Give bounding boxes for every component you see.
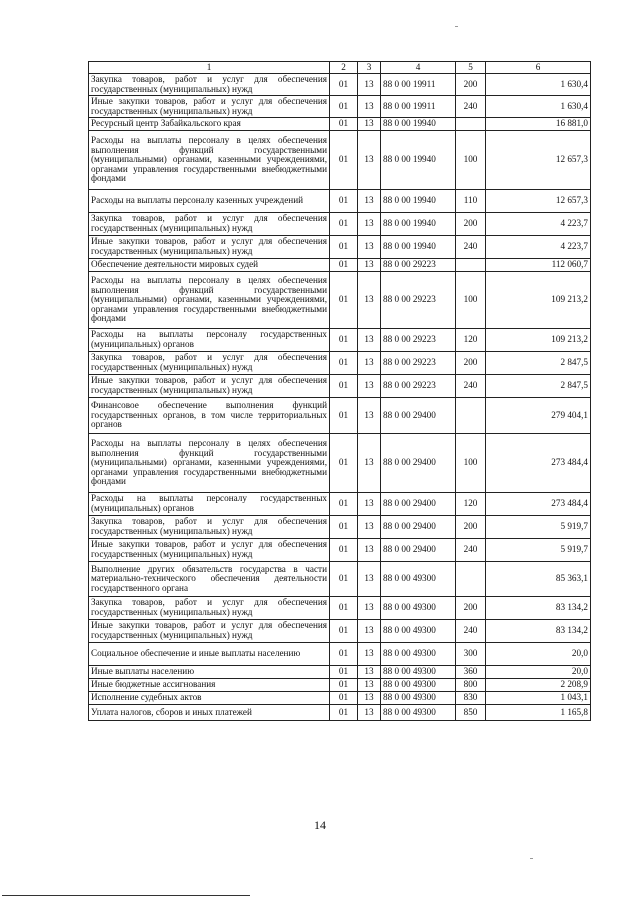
- table-row: [89, 493, 591, 516]
- row-section-cell: 01: [330, 352, 358, 375]
- row-target-article-cell: 88 0 00 49300: [381, 620, 456, 643]
- row-expense-type-cell: 200: [456, 597, 486, 620]
- row-subsection-cell: 13: [358, 118, 381, 131]
- row-section-cell: 01: [330, 597, 358, 620]
- row-target-article-cell: 88 0 00 29400: [381, 493, 456, 516]
- row-amount-cell: 83 134,2: [486, 620, 591, 643]
- row-expense-type-cell: 830: [456, 692, 486, 705]
- row-subsection-cell: 13: [358, 692, 381, 705]
- row-subsection-cell: 13: [358, 74, 381, 96]
- row-expense-type-cell: 360: [456, 666, 486, 679]
- row-section-cell: 01: [330, 562, 358, 597]
- row-target-article-cell: 88 0 00 49300: [381, 597, 456, 620]
- row-amount-cell: 20,0: [486, 666, 591, 679]
- table-row: [89, 352, 591, 375]
- row-amount-cell: 4 223,7: [486, 236, 591, 259]
- row-section-cell: 01: [330, 398, 358, 434]
- row-expense-type-cell: 800: [456, 679, 486, 692]
- col-header-name: 1: [89, 62, 330, 74]
- table-row: [89, 597, 591, 620]
- row-expense-type-cell: 200: [456, 352, 486, 375]
- row-target-article-cell: 88 0 00 49300: [381, 562, 456, 597]
- row-name-cell: Закупка товаров, работ и услуг для обеспечения государственных (муниципальных) нужд: [89, 597, 330, 620]
- row-subsection-cell: 13: [358, 666, 381, 679]
- row-amount-cell: 273 484,4: [486, 493, 591, 516]
- table-row: [89, 74, 591, 96]
- row-target-article-cell: 88 0 00 49300: [381, 666, 456, 679]
- table-row: [89, 434, 591, 493]
- row-name-cell: Расходы на выплаты персоналу в целях обеспечения выполнения функций государственными (муниципальными) органами, казенными учреждениями, органами управления государственными внебюджетными фондами: [89, 434, 330, 493]
- table-row: [89, 96, 591, 118]
- row-section-cell: 01: [330, 190, 358, 213]
- row-expense-type-cell: 200: [456, 74, 486, 96]
- row-target-article-cell: 88 0 00 29400: [381, 434, 456, 493]
- row-section-cell: 01: [330, 236, 358, 259]
- col-header-target-article: 4: [381, 62, 456, 74]
- row-expense-type-cell: 200: [456, 213, 486, 236]
- row-subsection-cell: 13: [358, 679, 381, 692]
- row-name-cell: Социальное обеспечение и иные выплаты населению: [89, 643, 330, 666]
- table-body: [89, 74, 591, 721]
- row-expense-type-cell: 240: [456, 236, 486, 259]
- page-number: 14: [314, 818, 326, 832]
- row-expense-type-cell: 850: [456, 705, 486, 721]
- row-name-cell: Закупка товаров, работ и услуг для обеспечения государственных (муниципальных) нужд: [89, 516, 330, 539]
- row-name-cell: Ресурсный центр Забайкальского края: [89, 118, 330, 131]
- row-amount-cell: 1 165,8: [486, 705, 591, 721]
- row-target-article-cell: 88 0 00 19911: [381, 96, 456, 118]
- row-section-cell: 01: [330, 375, 358, 398]
- table-row: [89, 213, 591, 236]
- col-header-expense-type: 5: [456, 62, 486, 74]
- table-row: [89, 236, 591, 259]
- row-target-article-cell: 88 0 00 29223: [381, 352, 456, 375]
- row-section-cell: 01: [330, 329, 358, 352]
- row-target-article-cell: 88 0 00 19940: [381, 236, 456, 259]
- row-section-cell: 01: [330, 493, 358, 516]
- row-section-cell: 01: [330, 692, 358, 705]
- row-amount-cell: 109 213,2: [486, 329, 591, 352]
- row-amount-cell: 2 847,5: [486, 375, 591, 398]
- row-name-cell: Закупка товаров, работ и услуг для обеспечения государственных (муниципальных) нужд: [89, 213, 330, 236]
- row-section-cell: 01: [330, 666, 358, 679]
- row-target-article-cell: 88 0 00 49300: [381, 679, 456, 692]
- row-subsection-cell: 13: [358, 259, 381, 272]
- row-target-article-cell: 88 0 00 19940: [381, 213, 456, 236]
- row-subsection-cell: 13: [358, 272, 381, 329]
- row-name-cell: Расходы на выплаты персоналу государственных (муниципальных) органов: [89, 329, 330, 352]
- row-amount-cell: 112 060,7: [486, 259, 591, 272]
- row-target-article-cell: 88 0 00 29223: [381, 259, 456, 272]
- row-expense-type-cell: [456, 259, 486, 272]
- row-subsection-cell: 13: [358, 352, 381, 375]
- row-target-article-cell: 88 0 00 19940: [381, 131, 456, 190]
- row-expense-type-cell: 240: [456, 375, 486, 398]
- row-subsection-cell: 13: [358, 620, 381, 643]
- row-target-article-cell: 88 0 00 29223: [381, 329, 456, 352]
- row-expense-type-cell: 240: [456, 620, 486, 643]
- row-section-cell: 01: [330, 539, 358, 562]
- row-amount-cell: 85 363,1: [486, 562, 591, 597]
- row-subsection-cell: 13: [358, 597, 381, 620]
- table-row: [89, 643, 591, 666]
- table-row: [89, 190, 591, 213]
- row-target-article-cell: 88 0 00 29223: [381, 272, 456, 329]
- row-subsection-cell: 13: [358, 493, 381, 516]
- row-amount-cell: 2 847,5: [486, 352, 591, 375]
- row-target-article-cell: 88 0 00 29400: [381, 398, 456, 434]
- row-name-cell: Уплата налогов, сборов и иных платежей: [89, 705, 330, 721]
- row-subsection-cell: 13: [358, 516, 381, 539]
- row-name-cell: Исполнение судебных актов: [89, 692, 330, 705]
- row-amount-cell: 16 881,0: [486, 118, 591, 131]
- row-amount-cell: 1 630,4: [486, 96, 591, 118]
- row-name-cell: Расходы на выплаты персоналу в целях обеспечения выполнения функций государственными (муниципальными) органами, казенными учреждениями, органами управления государственными внебюджетными фондами: [89, 272, 330, 329]
- row-expense-type-cell: 240: [456, 539, 486, 562]
- table-row: [89, 398, 591, 434]
- row-amount-cell: 20,0: [486, 643, 591, 666]
- table-row: [89, 666, 591, 679]
- row-subsection-cell: 13: [358, 329, 381, 352]
- row-amount-cell: 273 484,4: [486, 434, 591, 493]
- budget-table: [88, 61, 591, 721]
- row-section-cell: 01: [330, 259, 358, 272]
- table-row: [89, 329, 591, 352]
- row-subsection-cell: 13: [358, 375, 381, 398]
- row-name-cell: Иные закупки товаров, работ и услуг для обеспечения государственных (муниципальных) нужд: [89, 375, 330, 398]
- row-section-cell: 01: [330, 679, 358, 692]
- row-amount-cell: 12 657,3: [486, 190, 591, 213]
- row-subsection-cell: 13: [358, 398, 381, 434]
- row-section-cell: 01: [330, 620, 358, 643]
- row-subsection-cell: 13: [358, 562, 381, 597]
- row-section-cell: 01: [330, 516, 358, 539]
- col-header-section: 2: [330, 62, 358, 74]
- row-name-cell: Иные закупки товаров, работ и услуг для обеспечения государственных (муниципальных) нужд: [89, 620, 330, 643]
- row-amount-cell: 83 134,2: [486, 597, 591, 620]
- row-name-cell: Выполнение других обязательств государства в части материально-технического обеспечения деятельности государственного органа: [89, 562, 330, 597]
- row-section-cell: 01: [330, 643, 358, 666]
- row-name-cell: Обеспечение деятельности мировых судей: [89, 259, 330, 272]
- row-expense-type-cell: 110: [456, 190, 486, 213]
- row-target-article-cell: 88 0 00 29400: [381, 516, 456, 539]
- row-expense-type-cell: 120: [456, 329, 486, 352]
- table-row: [89, 259, 591, 272]
- row-name-cell: Расходы на выплаты персоналу государственных (муниципальных) органов: [89, 493, 330, 516]
- table-row: [89, 679, 591, 692]
- row-target-article-cell: 88 0 00 19940: [381, 118, 456, 131]
- row-target-article-cell: 88 0 00 29223: [381, 375, 456, 398]
- row-expense-type-cell: 100: [456, 131, 486, 190]
- row-amount-cell: 109 213,2: [486, 272, 591, 329]
- scan-speck: [530, 858, 533, 859]
- row-target-article-cell: 88 0 00 29400: [381, 539, 456, 562]
- row-section-cell: 01: [330, 74, 358, 96]
- row-expense-type-cell: 240: [456, 96, 486, 118]
- row-section-cell: 01: [330, 434, 358, 493]
- row-expense-type-cell: 100: [456, 272, 486, 329]
- row-amount-cell: 4 223,7: [486, 213, 591, 236]
- table-row: [89, 375, 591, 398]
- row-section-cell: 01: [330, 272, 358, 329]
- row-section-cell: 01: [330, 213, 358, 236]
- row-amount-cell: 12 657,3: [486, 131, 591, 190]
- row-subsection-cell: 13: [358, 190, 381, 213]
- row-name-cell: Расходы на выплаты персоналу казенных учреждений: [89, 190, 330, 213]
- row-target-article-cell: 88 0 00 49300: [381, 643, 456, 666]
- table-header-row: [89, 62, 591, 74]
- table-row: [89, 562, 591, 597]
- row-name-cell: Закупка товаров, работ и услуг для обеспечения государственных (муниципальных) нужд: [89, 74, 330, 96]
- row-amount-cell: 279 404,1: [486, 398, 591, 434]
- row-name-cell: Иные бюджетные ассигнования: [89, 679, 330, 692]
- row-expense-type-cell: [456, 562, 486, 597]
- row-target-article-cell: 88 0 00 19940: [381, 190, 456, 213]
- table-row: [89, 118, 591, 131]
- row-name-cell: Иные закупки товаров, работ и услуг для обеспечения государственных (муниципальных) нужд: [89, 539, 330, 562]
- col-header-subsection: 3: [358, 62, 381, 74]
- row-name-cell: Иные выплаты населению: [89, 666, 330, 679]
- row-name-cell: Закупка товаров, работ и услуг для обеспечения государственных (муниципальных) нужд: [89, 352, 330, 375]
- row-expense-type-cell: 120: [456, 493, 486, 516]
- row-section-cell: 01: [330, 705, 358, 721]
- row-expense-type-cell: 200: [456, 516, 486, 539]
- table-row: [89, 539, 591, 562]
- row-expense-type-cell: 100: [456, 434, 486, 493]
- row-subsection-cell: 13: [358, 213, 381, 236]
- row-expense-type-cell: [456, 398, 486, 434]
- row-subsection-cell: 13: [358, 236, 381, 259]
- row-amount-cell: 5 919,7: [486, 516, 591, 539]
- row-amount-cell: 5 919,7: [486, 539, 591, 562]
- row-amount-cell: 2 208,9: [486, 679, 591, 692]
- table-row: [89, 692, 591, 705]
- row-subsection-cell: 13: [358, 705, 381, 721]
- table-row: [89, 705, 591, 721]
- row-amount-cell: 1 630,4: [486, 74, 591, 96]
- row-subsection-cell: 13: [358, 96, 381, 118]
- row-name-cell: Финансовое обеспечение выполнения функций государственных органов, в том числе территориальных органов: [89, 398, 330, 434]
- col-header-amount: 6: [486, 62, 591, 74]
- table-row: [89, 620, 591, 643]
- row-name-cell: Иные закупки товаров, работ и услуг для обеспечения государственных (муниципальных) нужд: [89, 236, 330, 259]
- table-row: [89, 272, 591, 329]
- row-target-article-cell: 88 0 00 19911: [381, 74, 456, 96]
- row-subsection-cell: 13: [358, 539, 381, 562]
- row-subsection-cell: 13: [358, 434, 381, 493]
- table-row: [89, 516, 591, 539]
- table-row: [89, 131, 591, 190]
- row-expense-type-cell: [456, 118, 486, 131]
- row-name-cell: Иные закупки товаров, работ и услуг для обеспечения государственных (муниципальных) нужд: [89, 96, 330, 118]
- row-target-article-cell: 88 0 00 49300: [381, 692, 456, 705]
- row-amount-cell: 1 043,1: [486, 692, 591, 705]
- row-section-cell: 01: [330, 96, 358, 118]
- footer-rule: [2, 895, 250, 896]
- scan-speck: [455, 26, 458, 27]
- row-subsection-cell: 13: [358, 131, 381, 190]
- row-subsection-cell: 13: [358, 643, 381, 666]
- row-target-article-cell: 88 0 00 49300: [381, 705, 456, 721]
- row-expense-type-cell: 300: [456, 643, 486, 666]
- row-section-cell: 01: [330, 118, 358, 131]
- row-section-cell: 01: [330, 131, 358, 190]
- row-name-cell: Расходы на выплаты персоналу в целях обеспечения выполнения функций государственными (муниципальными) органами, казенными учреждениями, органами управления государственными внебюджетными фондами: [89, 131, 330, 190]
